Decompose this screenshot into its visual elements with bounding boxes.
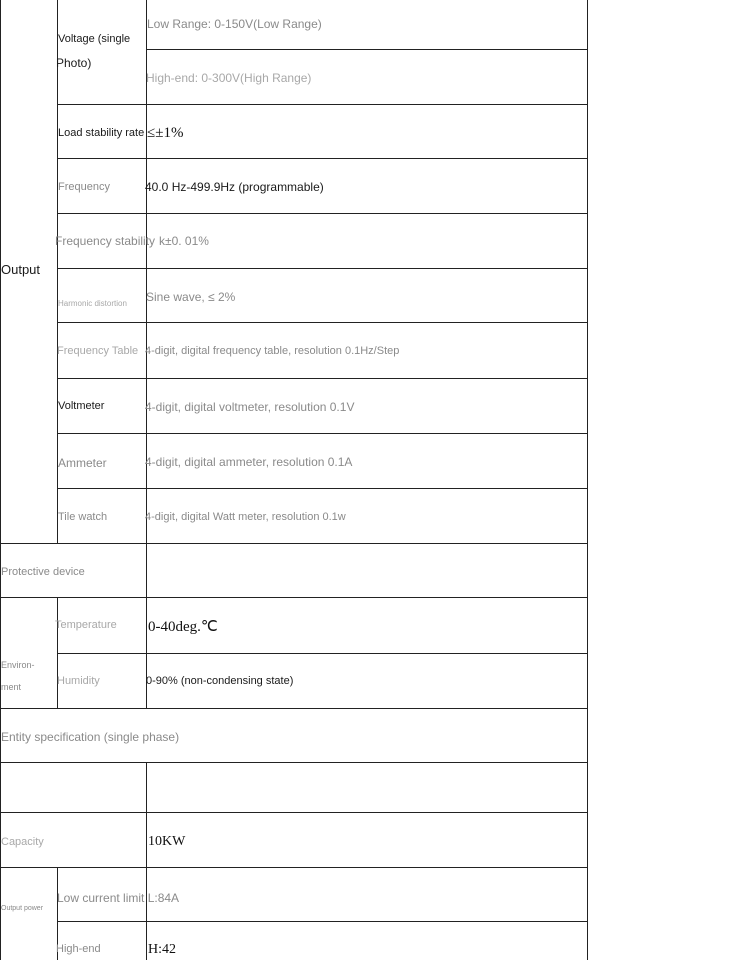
grid-line	[57, 322, 588, 323]
environment-label-line1: Environ-	[1, 660, 35, 670]
output-section-label: Output	[1, 262, 41, 277]
grid-line	[0, 812, 588, 813]
tile-watch-label: Tile watch	[58, 511, 108, 523]
voltage-label-line2: Photo)	[56, 56, 92, 70]
harmonic-value: Sine wave, ≤ 2%	[146, 290, 236, 304]
grid-line	[146, 762, 147, 960]
grid-line	[146, 543, 147, 598]
grid-line	[146, 49, 588, 50]
freq-stability-value: k±0. 01%	[159, 234, 209, 248]
capacity-value: 10KW	[148, 834, 186, 849]
grid-line	[57, 488, 588, 489]
freq-table-value: 4-digit, digital frequency table, resolution 0.1Hz/Step	[145, 345, 400, 357]
voltmeter-value: 4-digit, digital voltmeter, resolution 0.1V	[145, 400, 355, 414]
grid-line	[57, 378, 588, 379]
ammeter-label: Ammeter	[58, 456, 107, 470]
high-end-label: High-end	[56, 943, 101, 955]
grid-line	[57, 433, 588, 434]
grid-line	[57, 158, 588, 159]
capacity-label: Capacity	[1, 836, 44, 848]
load-stability-label: Load stability rate	[58, 127, 145, 139]
environment-label-line2: ment	[1, 682, 22, 692]
tile-watch-value: 4-digit, digital Watt meter, resolution 0.1w	[145, 511, 346, 523]
grid-line	[0, 708, 588, 709]
load-stability-value: ≤±1%	[147, 125, 184, 141]
grid-line	[0, 543, 588, 544]
humidity-label: Humidity	[57, 675, 100, 687]
grid-line	[0, 762, 588, 763]
voltage-low-value: Low Range: 0-150V(Low Range)	[147, 17, 322, 31]
voltmeter-label: Voltmeter	[58, 400, 105, 412]
temperature-value: 0-40deg.℃	[148, 619, 218, 635]
grid-line	[0, 867, 588, 868]
grid-line	[57, 921, 588, 922]
temperature-label: Temperature	[55, 619, 117, 631]
voltage-label-line1: Voltage (single	[58, 33, 131, 45]
grid-line	[587, 0, 588, 960]
freq-stability-label: Frequency stability	[55, 234, 156, 248]
voltage-high-value: High-end: 0-300V(High Range)	[146, 71, 312, 85]
grid-line	[0, 597, 588, 598]
grid-line	[0, 0, 1, 960]
output-power-label: Output power	[1, 905, 44, 912]
entity-spec-heading: Entity specification (single phase)	[1, 730, 180, 744]
protective-device-label: Protective device	[1, 566, 85, 578]
high-end-value: H:42	[148, 942, 176, 957]
grid-line	[57, 104, 588, 105]
freq-table-label: Frequency Table	[57, 345, 139, 357]
grid-line	[57, 268, 588, 269]
low-current-limit: Low current limit L:84A	[57, 891, 180, 905]
frequency-label: Frequency	[58, 181, 110, 193]
frequency-value: 40.0 Hz-499.9Hz (programmable)	[145, 180, 324, 194]
harmonic-label: Harmonic distortion	[58, 299, 127, 308]
grid-line	[57, 213, 588, 214]
ammeter-value: 4-digit, digital ammeter, resolution 0.1A	[145, 455, 353, 469]
grid-line	[57, 653, 588, 654]
humidity-value: 0-90% (non-condensing state)	[146, 675, 294, 687]
